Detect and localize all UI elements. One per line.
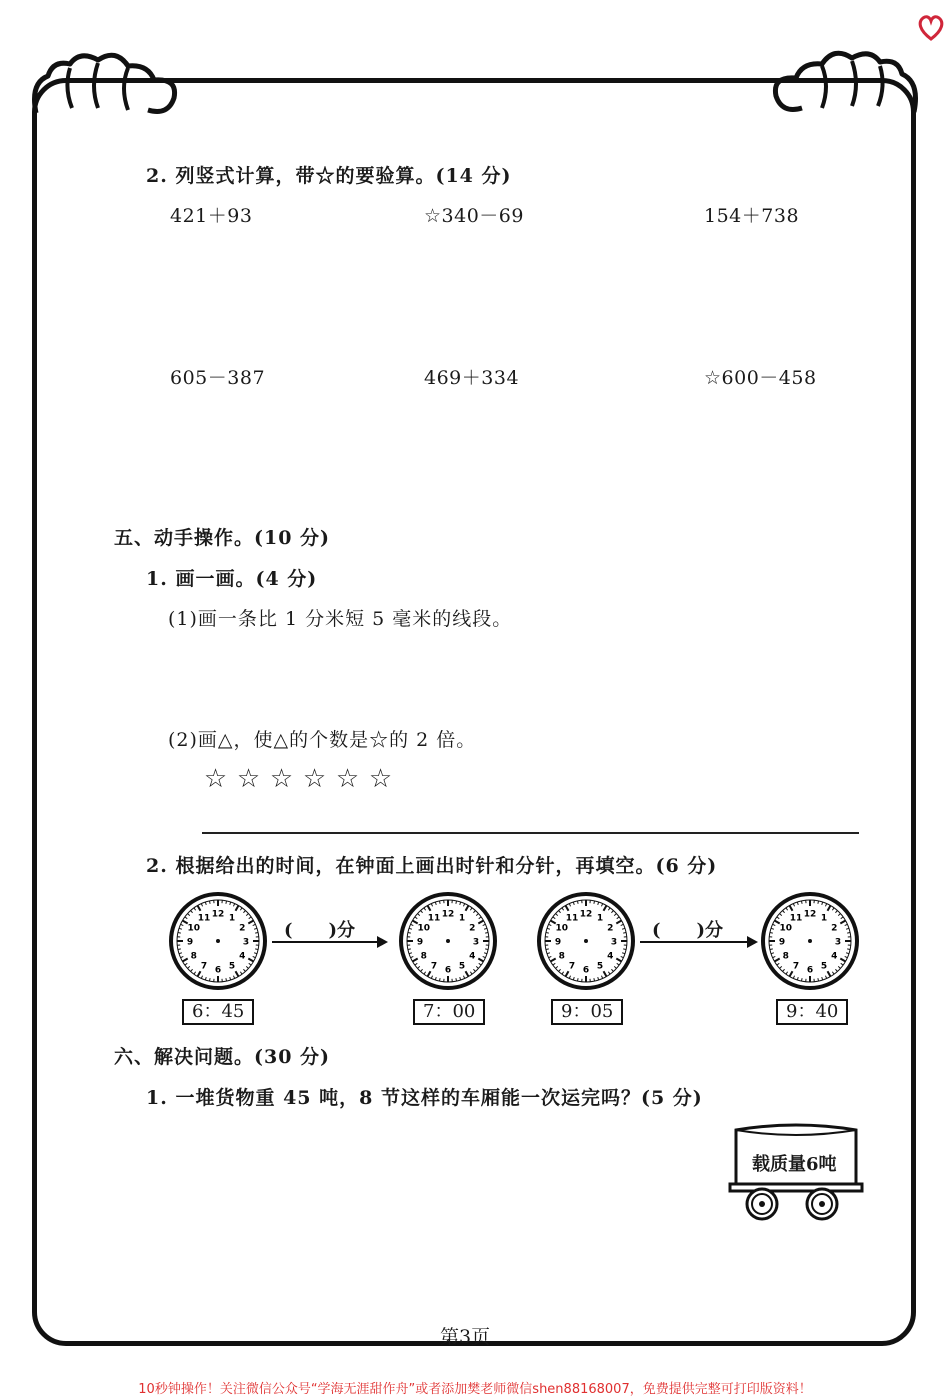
clock-number: 4 — [831, 951, 838, 962]
clock-number: 3 — [472, 937, 480, 948]
clock-number: 11 — [565, 913, 579, 924]
clock-tick — [209, 978, 210, 981]
clock-tick — [456, 901, 457, 904]
calc-expression: 154＋738 — [704, 205, 800, 227]
clock-number: 7 — [430, 961, 438, 972]
clock-number: 9 — [554, 937, 562, 948]
clock-center — [216, 939, 220, 943]
clock-number: 4 — [607, 951, 614, 962]
clock-number: 12 — [579, 909, 593, 920]
clock-center — [584, 939, 588, 943]
heart-icon — [916, 12, 946, 42]
clock-tick — [408, 949, 411, 950]
clock-tick — [485, 932, 488, 933]
star-row — [199, 764, 397, 794]
time-label: 9：40 — [776, 999, 848, 1025]
clock-tick — [770, 949, 773, 950]
clock-number: 5 — [228, 961, 236, 972]
clock-tick — [456, 978, 457, 981]
time-label: 7：00 — [413, 999, 485, 1025]
calc-expression: 421＋93 — [170, 205, 253, 227]
clock-tick — [594, 978, 595, 981]
section-6-title: 六、解决问题。(30 分) — [114, 1046, 331, 1068]
section-5-question-1: 1. 画一画。(4 分) — [146, 568, 318, 590]
clock-number: 5 — [458, 961, 466, 972]
clock-number: 10 — [779, 923, 793, 934]
footer-note: 10秒钟操作！关注微信公众号“学海无涯甜作舟”或者添加樊老师微信shen88168007，免费提供完整可打印版资料！ — [138, 1382, 812, 1397]
arrow-icon — [272, 941, 386, 943]
star-icon: ☆ — [203, 764, 228, 794]
page-number: 第3页 — [440, 1326, 491, 1348]
star-icon: ☆ — [236, 764, 261, 794]
section-5-question-1-part-2: (2)画△，使△的个数是☆的 2 倍。 — [168, 729, 477, 751]
clock-number: 11 — [197, 913, 211, 924]
section-5-title: 五、动手操作。(10 分) — [114, 527, 331, 549]
clock-number: 8 — [190, 951, 197, 962]
clock-number: 9 — [778, 937, 786, 948]
clock-tick — [546, 932, 549, 933]
star-icon: ☆ — [302, 764, 327, 794]
clock-tick — [226, 978, 227, 981]
clock-number: 12 — [803, 909, 817, 920]
clock-tick — [439, 978, 440, 981]
clock-tick — [594, 901, 595, 904]
clock-tick — [818, 978, 819, 981]
question-2-title: 2. 列竖式计算，带☆的要验算。(14 分) — [146, 165, 512, 187]
clock-number: 1 — [228, 913, 236, 924]
clock-tick — [546, 949, 549, 950]
clock-tick — [255, 949, 258, 950]
clock-number: 10 — [555, 923, 569, 934]
star-icon: ☆ — [368, 764, 393, 794]
clock-number: 8 — [558, 951, 565, 962]
clock-number: 12 — [211, 909, 225, 920]
calc-expression: ☆340－69 — [424, 205, 524, 227]
clock-tick — [178, 949, 181, 950]
calc-expression: 469＋334 — [424, 367, 520, 389]
arrow-icon — [640, 941, 756, 943]
clock-number: 11 — [789, 913, 803, 924]
clock-number: 7 — [200, 961, 208, 972]
clock-tick — [818, 901, 819, 904]
clock-number: 9 — [416, 937, 424, 948]
clock-tick — [209, 901, 210, 904]
clock-number: 2 — [607, 923, 614, 934]
clock-number: 2 — [831, 923, 838, 934]
clock-center — [808, 939, 812, 943]
clock-number: 2 — [469, 923, 476, 934]
clock-number: 3 — [610, 937, 618, 948]
clock-tick — [577, 901, 578, 904]
clock-tick — [226, 901, 227, 904]
clock-tick — [408, 932, 411, 933]
clock-number: 1 — [458, 913, 466, 924]
clock-tick — [439, 901, 440, 904]
clock-number: 6 — [214, 965, 222, 976]
clock-number: 7 — [792, 961, 800, 972]
section-5-question-1-part-1: (1)画一条比 1 分米短 5 毫米的线段。 — [168, 608, 513, 630]
clock-tick — [801, 978, 802, 981]
clock-number: 4 — [239, 951, 246, 962]
minutes-blank[interactable]: ( )分 — [652, 920, 724, 941]
clock-face[interactable] — [168, 891, 268, 995]
clock-tick — [801, 901, 802, 904]
clock-face[interactable] — [398, 891, 498, 995]
clock-tick — [847, 932, 850, 933]
clock-number: 1 — [596, 913, 604, 924]
clock-number: 3 — [242, 937, 250, 948]
clock-number: 6 — [806, 965, 814, 976]
clock-tick — [770, 932, 773, 933]
clock-number: 9 — [186, 937, 194, 948]
section-6-question-1: 1. 一堆货物重 45 吨，8 节这样的车厢能一次运完吗？(5 分) — [146, 1087, 703, 1109]
calc-expression: 605－387 — [170, 367, 266, 389]
time-label: 9：05 — [551, 999, 623, 1025]
answer-line — [202, 832, 859, 834]
clock-number: 10 — [187, 923, 201, 934]
clock-number: 1 — [820, 913, 828, 924]
cart-label: 载质量6吨 — [752, 1154, 837, 1175]
clock-number: 5 — [820, 961, 828, 972]
clock-tick — [577, 978, 578, 981]
clock-face[interactable] — [760, 891, 860, 995]
clock-number: 6 — [444, 965, 452, 976]
clock-number: 5 — [596, 961, 604, 972]
clock-tick — [255, 932, 258, 933]
calc-expression: ☆600－458 — [704, 367, 817, 389]
clock-tick — [623, 949, 626, 950]
clock-number: 6 — [582, 965, 590, 976]
star-icon: ☆ — [335, 764, 360, 794]
clock-number: 2 — [239, 923, 246, 934]
clock-number: 7 — [568, 961, 576, 972]
clock-tick — [485, 949, 488, 950]
clock-number: 8 — [782, 951, 789, 962]
clock-tick — [847, 949, 850, 950]
clock-number: 4 — [469, 951, 476, 962]
clock-number: 3 — [834, 937, 842, 948]
clock-tick — [178, 932, 181, 933]
section-5-question-2: 2. 根据给出的时间，在钟面上画出时针和分针，再填空。(6 分) — [146, 855, 718, 877]
clock-number: 10 — [417, 923, 431, 934]
minutes-blank[interactable]: ( )分 — [284, 920, 356, 941]
clock-center — [446, 939, 450, 943]
time-label: 6：45 — [182, 999, 254, 1025]
clock-number: 11 — [427, 913, 441, 924]
clock-number: 8 — [420, 951, 427, 962]
clock-tick — [623, 932, 626, 933]
clock-number: 12 — [441, 909, 455, 920]
star-icon: ☆ — [269, 764, 294, 794]
clock-face[interactable] — [536, 891, 636, 995]
